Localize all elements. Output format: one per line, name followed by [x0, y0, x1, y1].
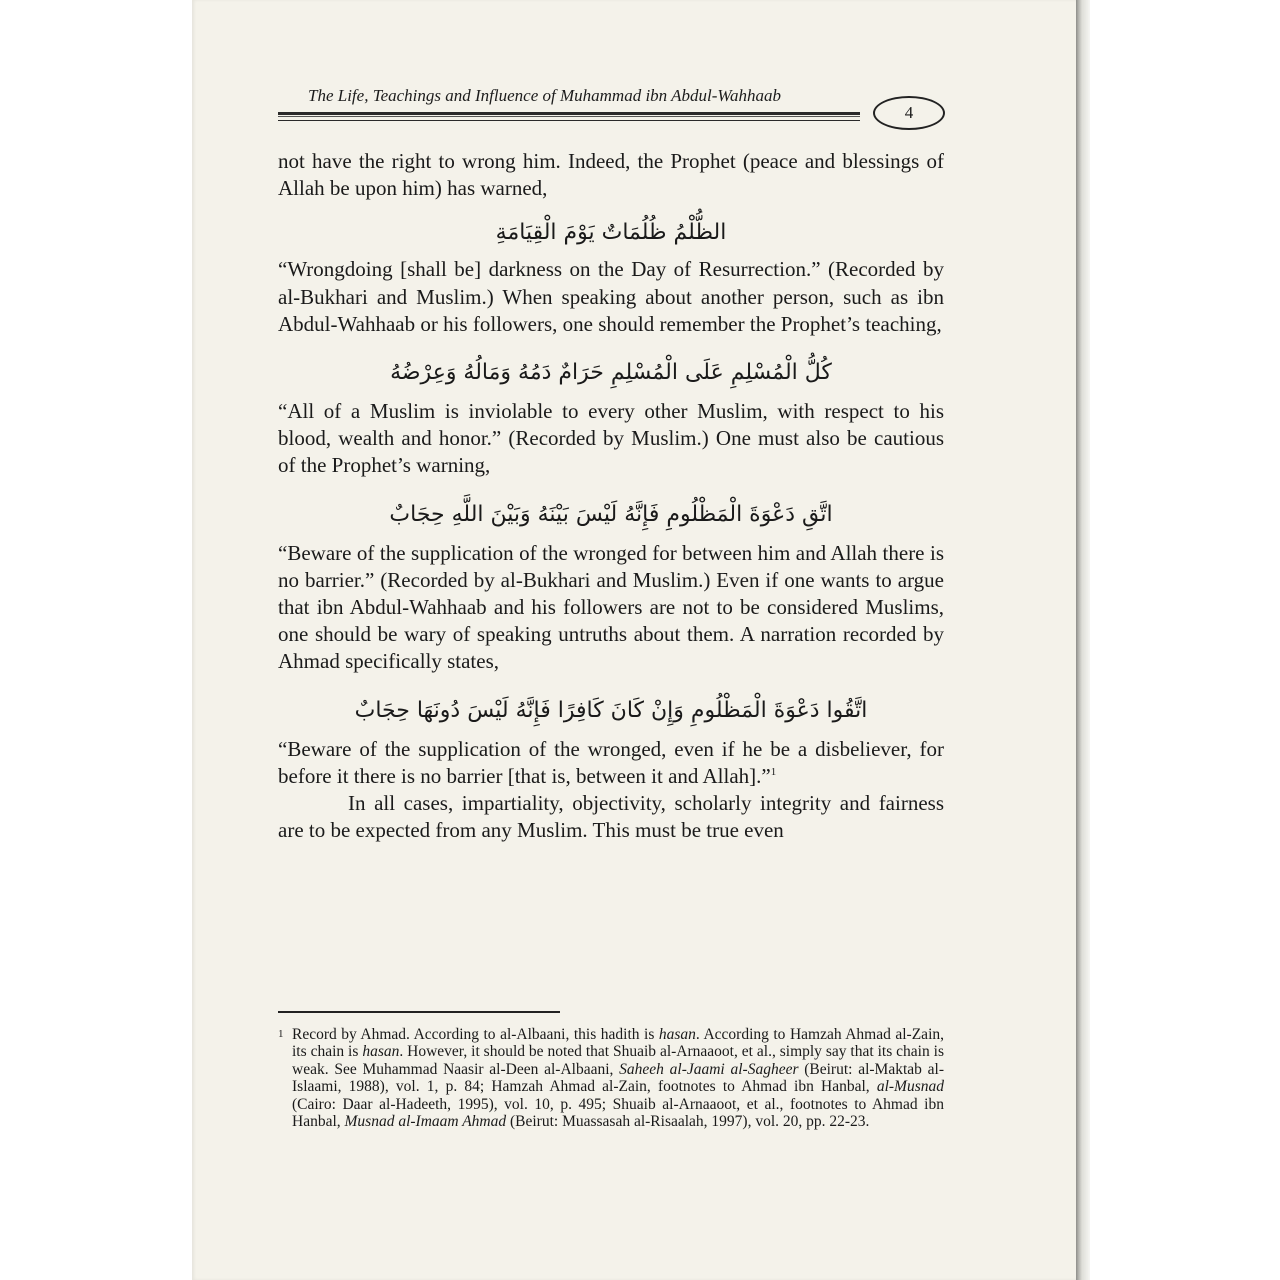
footnote-separator: [278, 1011, 560, 1013]
footnote-segment-italic: al-Musnad: [876, 1078, 944, 1096]
footnote-reference: 1: [770, 765, 777, 778]
footnote-segment: . However, it should be noted that Shuaib al-Arnaaoot, et al., simply say that its chain is weak. See Muhammad Naasir al-Deen al-Albaani,: [292, 1043, 944, 1078]
arabic-hadith-1: الظُّلْمُ ظُلُمَاتٌ يَوْمَ الْقِيَامَةِ: [495, 220, 727, 246]
footnote-segment-italic: Saheeh al-Jaami al-Sagheer: [619, 1060, 799, 1078]
footnote-segment: (Beirut: Muassasah al-Risaalah, 1997), vol. 20, pp. 22-23.: [506, 1113, 870, 1131]
footnote-text: [292, 1026, 944, 1130]
paragraph-3: “All of a Muslim is inviolable to every other Muslim, with respect to his blood, wealth and honor.” (Recorded by Muslim.) One must also be cautious of the Prophet’s warning,: [278, 399, 944, 478]
arabic-hadith-3: اتَّقِ دَعْوَةَ الْمَظْلُومِ فَإِنَّهُ لَيْسَ بَيْنَهُ وَبَيْنَ اللَّهِ حِجَابٌ: [389, 501, 833, 527]
paragraph-4: “Beware of the supplication of the wronged for between him and Allah there is no barrier.” (Recorded by al-Bukhari and Muslim.) Even if one wants to argue that ibn Abdul-Wahhaab and his followers are not to be considered Muslims, one should be wary of speaking untruths about them. A narration recorded by Ahmad specifically states,: [278, 540, 944, 674]
page-number: 4: [873, 96, 945, 130]
footnote-1: [278, 1026, 944, 1130]
footnote-segment: (Beirut: al-Maktab al-Islaami, 1988), vol. 1, p. 84; Hamzah Ahmad al-Zain, footnotes to Ahmad ibn Hanbal,: [292, 1060, 944, 1096]
footnote-segment: . According to Hamzah Ahmad al-Zain, its chain is: [292, 1026, 944, 1061]
footnotes: [278, 1026, 944, 1130]
footnote-mark: 1: [278, 1028, 284, 1040]
paragraph-6: In all cases, impartiality, objectivity, scholarly integrity and fairness are to be expected from any Muslim. This must be true even: [278, 791, 944, 843]
arabic-hadith-2: كُلُّ الْمُسْلِمِ عَلَى الْمُسْلِمِ حَرَامٌ دَمُهُ وَمَالُهُ وَعِرْضُهُ: [390, 360, 832, 386]
arabic-hadith-4: اتَّقُوا دَعْوَةَ الْمَظْلُومِ وَإِنْ كَانَ كَافِرًا فَإِنَّهُ لَيْسَ دُونَهَا حِجَابٌ: [354, 697, 868, 723]
footnote-segment-italic: hasan: [362, 1043, 400, 1061]
paragraph-5: [278, 736, 944, 790]
footnote-segment-italic: Musnad al-Imaam Ahmad: [344, 1113, 507, 1131]
main-text: [278, 148, 944, 844]
paragraph-2: “Wrongdoing [shall be] darkness on the Day of Resurrection.” (Recorded by al-Bukhari and Muslim.) When speaking about another person, such as ibn Abdul-Wahhaab or his followers, one should remember the Prophet’s teaching,: [278, 257, 944, 336]
book-spine-edge: [1076, 0, 1090, 1280]
paragraph-5-text: “Beware of the supplication of the wronged, even if he be a disbeliever, for before it there is no barrier [that is, between it and Allah].”: [278, 736, 944, 788]
paragraph-1: not have the right to wrong him. Indeed, the Prophet (peace and blessings of Allah be upon him) has warned,: [278, 149, 944, 201]
header-rule: [278, 112, 860, 121]
footnote-segment-italic: hasan: [658, 1026, 696, 1043]
footnote-segment: Record by Ahmad. According to al-Albaani, this hadith is: [292, 1026, 659, 1043]
running-header-title: The Life, Teachings and Influence of Muhammad ibn Abdul-Wahhaab: [308, 86, 781, 105]
footnote-segment: (Cairo: Daar al-Hadeeth, 1995), vol. 10, p. 495; Shuaib al-Arnaaoot, et al., footnotes to Ahmad ibn Hanbal,: [292, 1095, 944, 1131]
